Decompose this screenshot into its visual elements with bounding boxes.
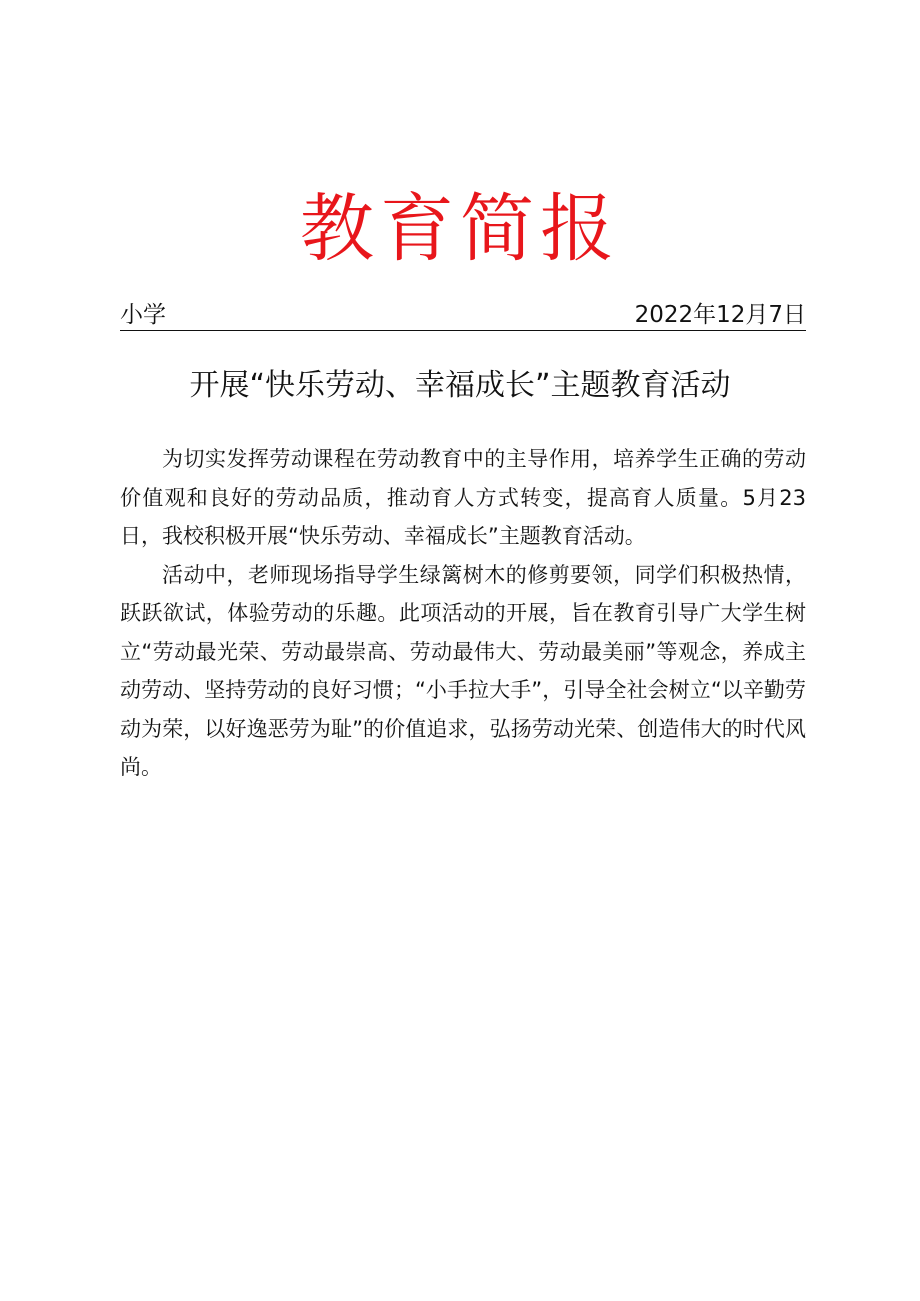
masthead-title: 教育简报	[300, 186, 620, 272]
article-title: 开展“快乐劳动、幸福成长”主题教育活动	[189, 368, 731, 403]
article-paragraph: 为切实发挥劳动课程在劳动教育中的主导作用，培养学生正确的劳动价值观和良好的劳动品质，推动育人方式转变，提高育人质量。5月23日，我校积极开展“快乐劳动、幸福成长”主题教育活动。	[120, 447, 806, 548]
article-paragraph: 活动中，老师现场指导学生绿篱树木的修剪要领，同学们积极热情，跃跃欲试，体验劳动的乐趣。此项活动的开展，旨在教育引导广大学生树立“劳动最光荣、劳动最崇高、劳动最伟大、劳动最美丽”等观念，养成主动劳动、坚持劳动的良好习惯；“小手拉大手”，引导全社会树立“以辛勤劳动为荣，以好逸恶劳为耻”的价值追求，弘扬劳动光荣、创造伟大的时代风尚。	[120, 562, 806, 779]
article-body	[120, 440, 806, 787]
issue-date: 2022年12月7日	[634, 302, 806, 328]
issue-line	[120, 300, 806, 331]
school-name: 小学	[120, 302, 166, 328]
